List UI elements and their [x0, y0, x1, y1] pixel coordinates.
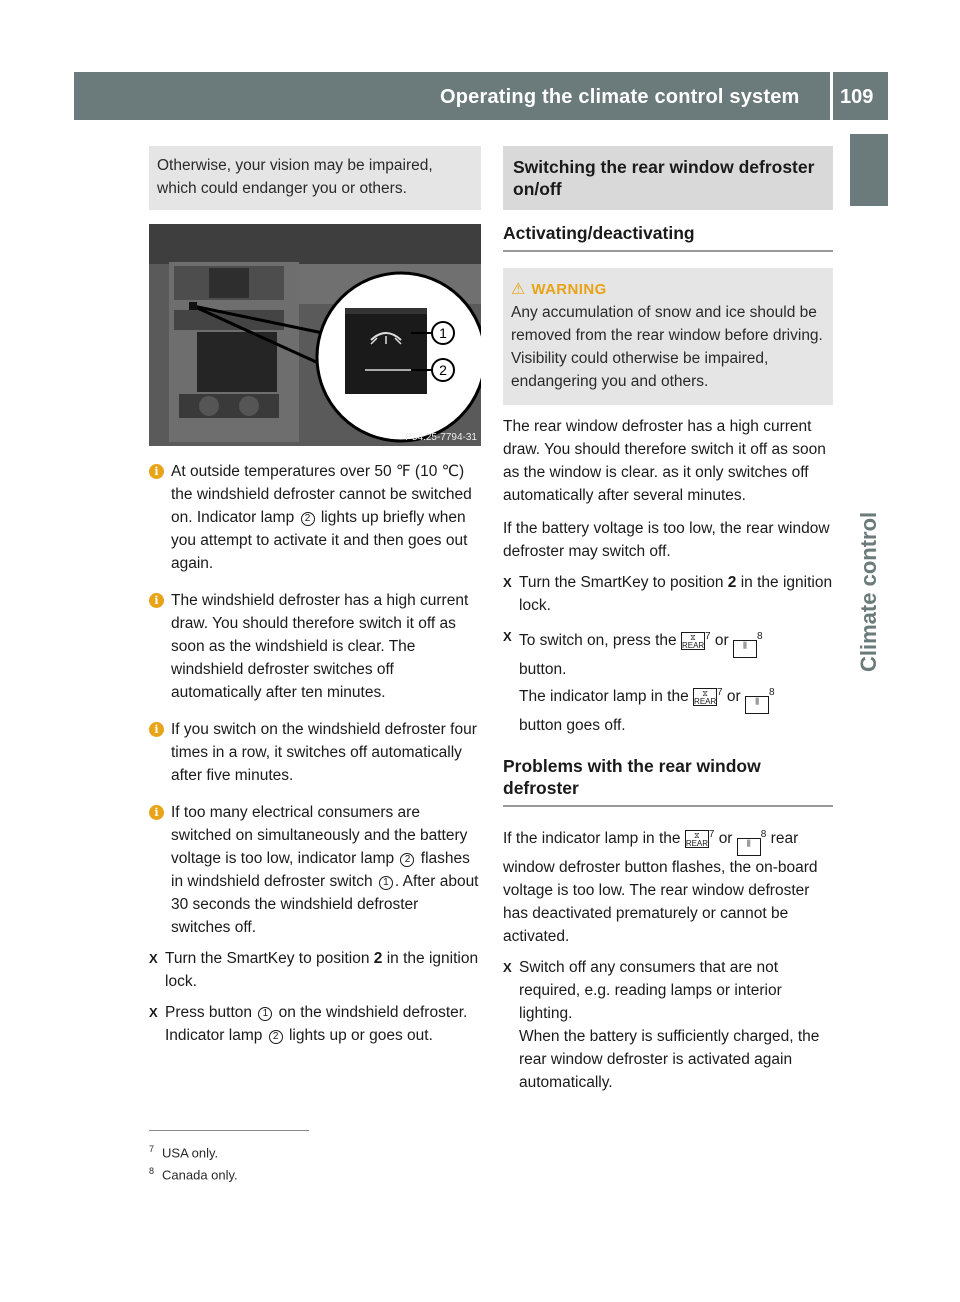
step-item: X To switch on, press the ⧖ REAR$^7$ or ⫼$^8$ button. The indicator lamp in the ⧖ REAR$^7$ or ⫼$^8$ button goes off. [503, 625, 833, 737]
step-item: X Turn the SmartKey to position 2 in the ignition lock. [149, 947, 481, 993]
callout-2-label: 2 [439, 362, 447, 378]
callout-ref: 1 [379, 876, 393, 890]
callout-ref: 2 [301, 512, 315, 526]
side-tab-marker [850, 134, 888, 206]
right-column [503, 146, 833, 1094]
step-arrow-icon: X [503, 960, 512, 976]
info-icon: i [149, 805, 164, 820]
step-arrow-icon: X [149, 1005, 158, 1020]
callout-ref: 2 [269, 1030, 283, 1044]
heated-rear-window-icon: ⫼ [745, 696, 769, 714]
rear-defroster-button-icon: ⧖ REAR [681, 633, 705, 651]
paragraph: If the battery voltage is too low, the rear window defroster may switch off. [503, 520, 830, 560]
footnote-item: $^7$ USA only. [149, 1144, 219, 1161]
callout-ref: 1 [258, 1007, 272, 1021]
subsection-title: Problems with the rear window defroster [503, 755, 833, 807]
footnote-divider [149, 1130, 309, 1131]
info-icon: i [149, 722, 164, 737]
footnote-item: $^8$ Canada only. [149, 1166, 238, 1183]
warning-box: ⚠ WARNING Any accumulation of snow and ice should be removed from the rear window before driving. Visibility could otherwise be impaired, endangering you and others. [503, 268, 833, 405]
callout-ref: 2 [400, 853, 414, 867]
warning-triangle-icon: ⚠ [511, 281, 526, 298]
page-number: 109 [840, 86, 874, 108]
rear-defroster-button-icon: ⧖ REAR [694, 689, 717, 707]
info-icon: i [149, 464, 164, 479]
left-column [149, 146, 481, 1047]
info-note-1: i At outside temperatures over 50 ℉ (10 ℃) the windshield defroster cannot be switched on. Indicator lamp 2 lights up briefly when you attempt to activate it and then goes out again. [149, 460, 481, 575]
intro-note-box: Otherwise, your vision may be impaired, which could endanger you or others. [149, 146, 481, 210]
step-arrow-icon: X [503, 629, 512, 644]
warning-text: Any accumulation of snow and ice should be removed from the rear window before driving. Visibility could otherwise be impaired, endangering you and others. [511, 304, 823, 390]
step-arrow-icon: X [149, 951, 158, 966]
page-header-title: Operating the climate control system [440, 86, 800, 108]
paragraph: The rear window defroster has a high current draw. You should therefore switch it off as soon as the window is clear. as it only switches off automatically after several minutes. [503, 418, 826, 504]
photo-caption: P54.25-7794-31 [405, 432, 477, 443]
step-arrow-icon: X [503, 575, 512, 590]
info-note-3: i If you switch on the windshield defroster four times in a row, it switches off automatically after five minutes. [149, 718, 481, 787]
side-section-label: Climate control [856, 511, 881, 672]
dashboard-photo [149, 224, 481, 446]
info-icon: i [149, 593, 164, 608]
footnotes [149, 1140, 238, 1185]
step-item: X Switch off any consumers that are not required, e.g. reading lamps or interior lighting. When the battery is sufficiently charged, the rear window defroster is activated again automatically. [503, 956, 833, 1094]
section-title: Switching the rear window defroster on/off [503, 146, 833, 210]
callout-1-label: 1 [439, 325, 447, 341]
info-note-4: i If too many electrical consumers are switched on simultaneously and the battery voltage is too low, indicator lamp 2 flashes in windshield defroster switch 1 . After about 30 seconds the windshield defroster switches off. [149, 801, 481, 939]
subsection-title: Activating/deactivating [503, 222, 833, 252]
header-separator [830, 72, 833, 120]
step-item: X Press button 1 on the windshield defroster. Indicator lamp 2 lights up or goes out. [149, 1001, 481, 1047]
info-note-2: i The windshield defroster has a high current draw. You should therefore switch it off as soon as the windshield is clear. The windshield defroster switches off automatically after ten minutes. [149, 589, 481, 704]
heated-rear-window-icon: ⫼ [733, 640, 757, 658]
rear-defroster-button-icon: ⧖ REAR [685, 831, 709, 849]
paragraph: If the indicator lamp in the ⧖ REAR$^7$ or ⫼$^8$ rear window defroster button flashes, the on-board voltage is too low. The rear window defroster has deactivated prematurely or cannot be activated. [503, 829, 818, 946]
heated-rear-window-icon: ⫼ [737, 838, 761, 856]
step-item: X Turn the SmartKey to position 2 in the ignition lock. [503, 571, 833, 617]
